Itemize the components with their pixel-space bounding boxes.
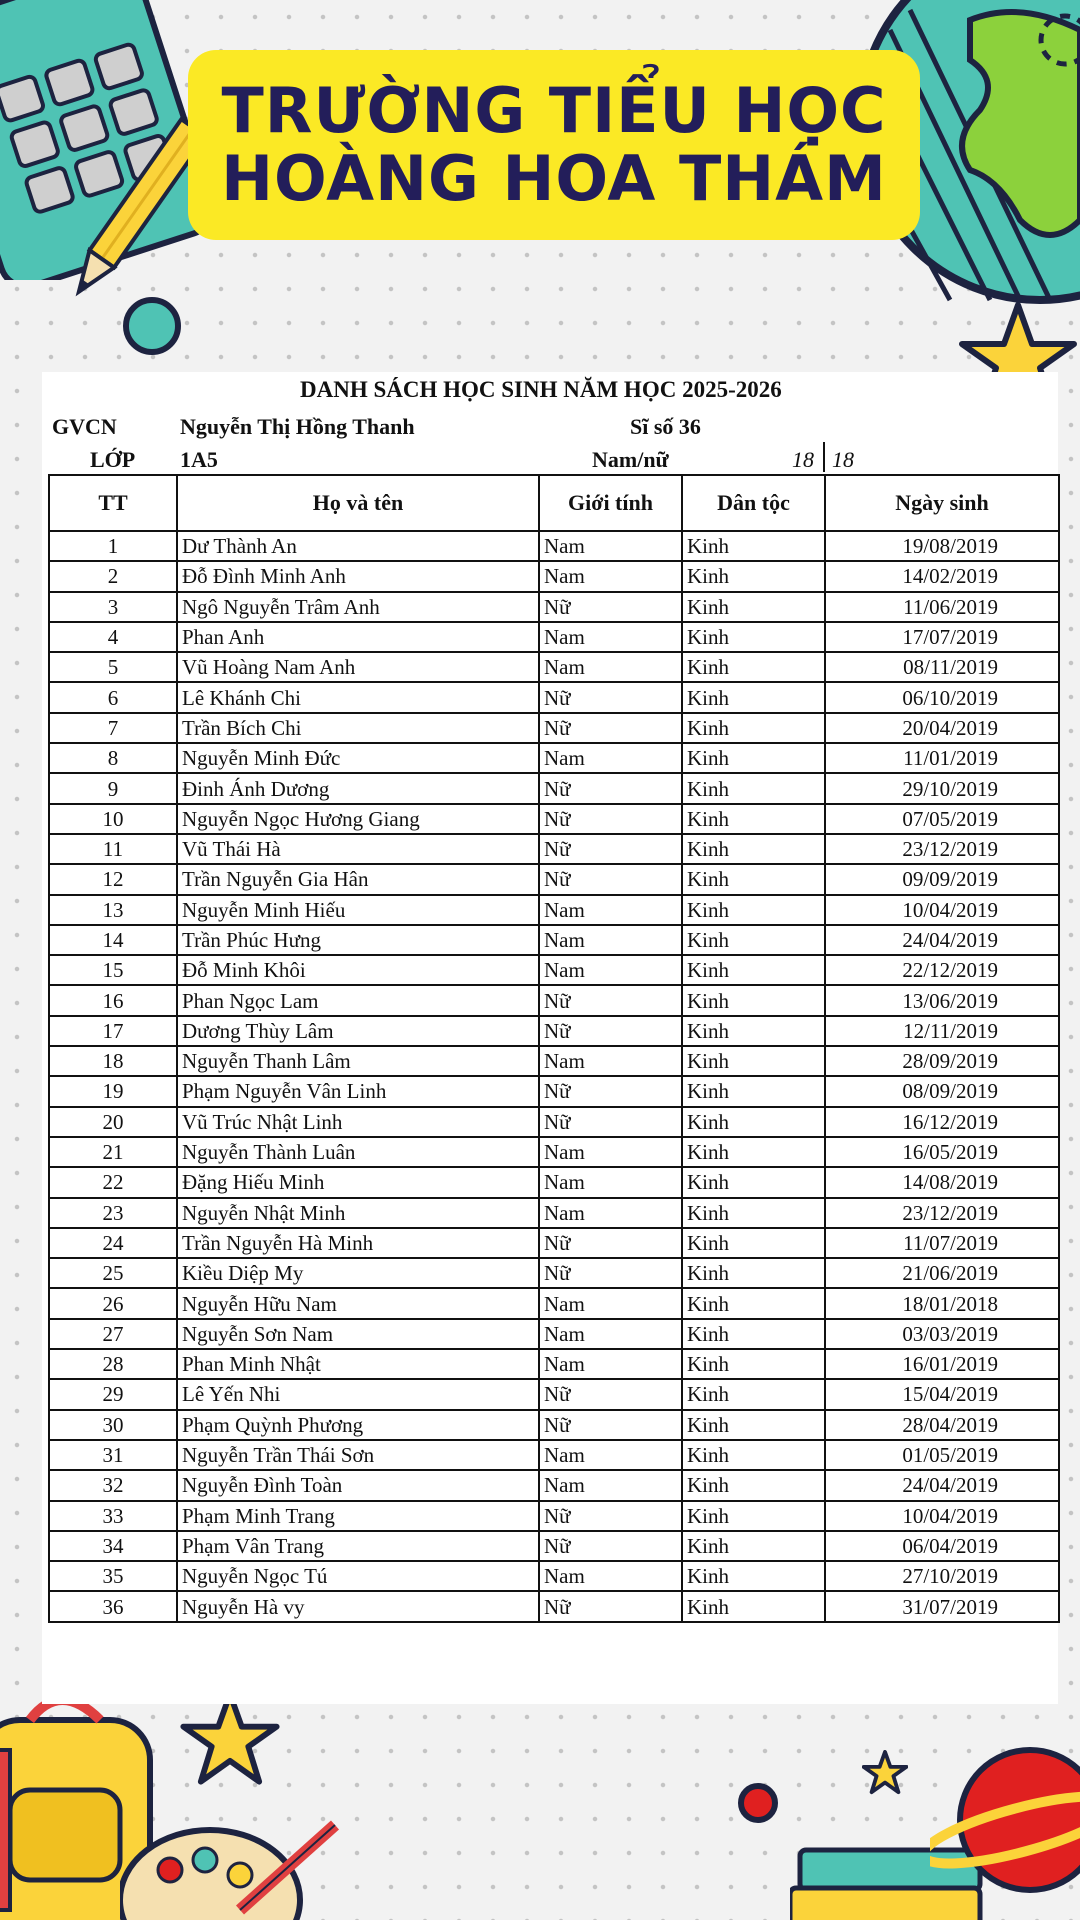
dob-cell: 01/05/2019 [825,1440,1059,1470]
row-number: 25 [49,1258,177,1288]
table-row [49,592,1059,622]
row-number: 33 [49,1501,177,1531]
row-number: 2 [49,561,177,591]
row-number: 12 [49,864,177,894]
class-size: Sĩ số 36 [630,414,701,439]
row-number: 30 [49,1410,177,1440]
table-header-row [49,475,1059,531]
student-name: Trần Bích Chi [177,713,539,743]
ethnicity-cell: Kinh [682,743,825,773]
dob-cell: 15/04/2019 [825,1379,1059,1409]
dob-cell: 06/10/2019 [825,682,1059,712]
gender-cell: Nữ [539,1076,682,1106]
dob-cell: 18/01/2018 [825,1288,1059,1318]
row-number: 11 [49,834,177,864]
gender-cell: Nam [539,1470,682,1500]
student-name: Nguyễn Ngọc Hương Giang [177,804,539,834]
col-header-dob: Ngày sinh [825,475,1059,531]
dob-cell: 24/04/2019 [825,1470,1059,1500]
student-table [48,474,1060,1623]
gender-cell: Nam [539,1288,682,1318]
dob-cell: 06/04/2019 [825,1531,1059,1561]
table-row [49,1349,1059,1379]
ethnicity-cell: Kinh [682,773,825,803]
student-name: Nguyễn Hữu Nam [177,1288,539,1318]
gender-cell: Nữ [539,804,682,834]
paint-palette-icon [120,1790,340,1920]
row-number: 3 [49,592,177,622]
row-number: 24 [49,1228,177,1258]
table-row [49,1319,1059,1349]
ethnicity-cell: Kinh [682,864,825,894]
ethnicity-cell: Kinh [682,1440,825,1470]
row-number: 27 [49,1319,177,1349]
gender-cell: Nữ [539,1258,682,1288]
row-number: 1 [49,531,177,561]
row-number: 4 [49,622,177,652]
gender-cell: Nam [539,652,682,682]
dob-cell: 10/04/2019 [825,1501,1059,1531]
gender-cell: Nam [539,925,682,955]
row-number: 18 [49,1046,177,1076]
ethnicity-cell: Kinh [682,1016,825,1046]
table-row [49,1228,1059,1258]
gender-cell: Nam [539,743,682,773]
student-name: Ngô Nguyễn Trâm Anh [177,592,539,622]
ethnicity-cell: Kinh [682,1107,825,1137]
ethnicity-cell: Kinh [682,834,825,864]
dob-cell: 14/08/2019 [825,1167,1059,1197]
dob-cell: 31/07/2019 [825,1591,1059,1621]
table-row [49,713,1059,743]
row-number: 19 [49,1076,177,1106]
ethnicity-cell: Kinh [682,1046,825,1076]
student-name: Nguyễn Ngọc Tú [177,1561,539,1591]
class-label: LỚP [90,447,136,472]
dob-cell: 16/01/2019 [825,1349,1059,1379]
gender-cell: Nam [539,1167,682,1197]
ethnicity-cell: Kinh [682,1379,825,1409]
row-number: 21 [49,1137,177,1167]
school-name-line1: TRƯỜNG TIỂU HỌC [221,74,887,147]
gender-cell: Nữ [539,985,682,1015]
ethnicity-cell: Kinh [682,1470,825,1500]
dob-cell: 03/03/2019 [825,1319,1059,1349]
gender-cell: Nam [539,622,682,652]
gender-cell: Nam [539,955,682,985]
ethnicity-cell: Kinh [682,1076,825,1106]
student-name: Đinh Ánh Dương [177,773,539,803]
student-name: Phan Anh [177,622,539,652]
ethnicity-cell: Kinh [682,1198,825,1228]
student-name: Nguyễn Thanh Lâm [177,1046,539,1076]
col-header-gender: Giới tính [539,475,682,531]
dob-cell: 29/10/2019 [825,773,1059,803]
table-row [49,1440,1059,1470]
ethnicity-cell: Kinh [682,1258,825,1288]
ethnicity-cell: Kinh [682,592,825,622]
gender-cell: Nữ [539,592,682,622]
table-row [49,682,1059,712]
row-number: 13 [49,895,177,925]
table-row [49,1591,1059,1621]
star-icon [862,1750,908,1796]
gender-cell: Nam [539,1349,682,1379]
ethnicity-cell: Kinh [682,531,825,561]
student-name: Trần Nguyễn Hà Minh [177,1228,539,1258]
student-name: Vũ Trúc Nhật Linh [177,1107,539,1137]
row-number: 20 [49,1107,177,1137]
student-name: Nguyễn Thành Luân [177,1137,539,1167]
count-divider [823,442,825,472]
gender-cell: Nam [539,1046,682,1076]
student-name: Nguyễn Nhật Minh [177,1198,539,1228]
dob-cell: 21/06/2019 [825,1258,1059,1288]
table-row [49,652,1059,682]
student-name: Phạm Nguyễn Vân Linh [177,1076,539,1106]
dob-cell: 19/08/2019 [825,531,1059,561]
star-icon [180,1690,280,1790]
gender-cell: Nữ [539,1228,682,1258]
dob-cell: 11/07/2019 [825,1228,1059,1258]
table-row [49,834,1059,864]
col-header-tt: TT [49,475,177,531]
gender-cell: Nam [539,895,682,925]
school-name-line2: HOÀNG HOA THÁM [221,142,887,215]
row-number: 22 [49,1167,177,1197]
ethnicity-cell: Kinh [682,804,825,834]
ethnicity-cell: Kinh [682,561,825,591]
dob-cell: 07/05/2019 [825,804,1059,834]
gender-ratio-label: Nam/nữ [592,447,669,472]
sheet-title: DANH SÁCH HỌC SINH NĂM HỌC 2025-2026 [300,377,782,402]
ethnicity-cell: Kinh [682,955,825,985]
col-header-name: Họ và tên [177,475,539,531]
dob-cell: 08/09/2019 [825,1076,1059,1106]
ethnicity-cell: Kinh [682,713,825,743]
student-name: Dương Thùy Lâm [177,1016,539,1046]
row-number: 28 [49,1349,177,1379]
dob-cell: 16/05/2019 [825,1137,1059,1167]
ethnicity-cell: Kinh [682,1228,825,1258]
gender-cell: Nữ [539,834,682,864]
student-name: Trần Nguyễn Gia Hân [177,864,539,894]
ethnicity-cell: Kinh [682,1319,825,1349]
gender-cell: Nữ [539,1531,682,1561]
student-name: Dư Thành An [177,531,539,561]
row-number: 7 [49,713,177,743]
gender-cell: Nam [539,531,682,561]
ethnicity-cell: Kinh [682,652,825,682]
gvcn-label: GVCN [52,414,117,439]
row-number: 29 [49,1379,177,1409]
gender-cell: Nam [539,1137,682,1167]
table-row [49,1470,1059,1500]
dob-cell: 08/11/2019 [825,652,1059,682]
table-row [49,1076,1059,1106]
dob-cell: 13/06/2019 [825,985,1059,1015]
gender-cell: Nữ [539,1379,682,1409]
ethnicity-cell: Kinh [682,925,825,955]
gender-cell: Nam [539,561,682,591]
dob-cell: 20/04/2019 [825,713,1059,743]
gender-cell: Nữ [539,1591,682,1621]
student-name: Lê Yến Nhi [177,1379,539,1409]
table-row [49,743,1059,773]
student-name: Nguyễn Sơn Nam [177,1319,539,1349]
table-row [49,1167,1059,1197]
ethnicity-cell: Kinh [682,1591,825,1621]
table-row [49,1016,1059,1046]
ethnicity-cell: Kinh [682,895,825,925]
row-number: 15 [49,955,177,985]
student-name: Nguyễn Minh Hiếu [177,895,539,925]
ethnicity-cell: Kinh [682,1531,825,1561]
gender-cell: Nữ [539,773,682,803]
student-name: Phạm Vân Trang [177,1531,539,1561]
table-row [49,1046,1059,1076]
table-row [49,1198,1059,1228]
row-number: 35 [49,1561,177,1591]
student-name: Nguyễn Minh Đức [177,743,539,773]
ethnicity-cell: Kinh [682,622,825,652]
student-name: Phan Ngọc Lam [177,985,539,1015]
table-row [49,1107,1059,1137]
table-row [49,622,1059,652]
table-row [49,955,1059,985]
dob-cell: 11/01/2019 [825,743,1059,773]
dob-cell: 24/04/2019 [825,925,1059,955]
circle-teal [120,294,184,358]
table-row [49,1561,1059,1591]
row-number: 36 [49,1591,177,1621]
ethnicity-cell: Kinh [682,1167,825,1197]
row-number: 9 [49,773,177,803]
table-row [49,1288,1059,1318]
gender-cell: Nam [539,1440,682,1470]
table-row [49,864,1059,894]
dob-cell: 27/10/2019 [825,1561,1059,1591]
table-row [49,1379,1059,1409]
ethnicity-cell: Kinh [682,682,825,712]
ethnicity-cell: Kinh [682,1137,825,1167]
gender-cell: Nữ [539,1501,682,1531]
gender-cell: Nam [539,1198,682,1228]
row-number: 34 [49,1531,177,1561]
dob-cell: 14/02/2019 [825,561,1059,591]
table-row [49,804,1059,834]
male-count: 18 [792,447,814,472]
row-number: 26 [49,1288,177,1318]
row-number: 16 [49,985,177,1015]
circle-red [735,1780,781,1826]
student-name: Nguyễn Đình Toàn [177,1470,539,1500]
dob-cell: 23/12/2019 [825,834,1059,864]
table-row [49,1410,1059,1440]
gender-cell: Nữ [539,1410,682,1440]
gender-cell: Nữ [539,1016,682,1046]
table-row [49,773,1059,803]
gender-cell: Nam [539,1319,682,1349]
table-row [49,985,1059,1015]
student-name: Phan Minh Nhật [177,1349,539,1379]
student-name: Phạm Quỳnh Phương [177,1410,539,1440]
student-name: Vũ Thái Hà [177,834,539,864]
row-number: 6 [49,682,177,712]
gender-cell: Nam [539,1561,682,1591]
gvcn-name: Nguyễn Thị Hồng Thanh [180,414,415,439]
school-name-banner [188,50,920,240]
student-name: Đặng Hiếu Minh [177,1167,539,1197]
student-name: Đỗ Đình Minh Anh [177,561,539,591]
table-row [49,895,1059,925]
table-row [49,561,1059,591]
student-name: Nguyễn Hà vy [177,1591,539,1621]
table-row [49,1531,1059,1561]
row-number: 31 [49,1440,177,1470]
ethnicity-cell: Kinh [682,1288,825,1318]
student-name: Trần Phúc Hưng [177,925,539,955]
row-number: 14 [49,925,177,955]
dob-cell: 17/07/2019 [825,622,1059,652]
dob-cell: 23/12/2019 [825,1198,1059,1228]
table-row [49,1258,1059,1288]
ethnicity-cell: Kinh [682,985,825,1015]
class-value: 1A5 [180,447,218,472]
gender-cell: Nữ [539,713,682,743]
ethnicity-cell: Kinh [682,1349,825,1379]
dob-cell: 28/04/2019 [825,1410,1059,1440]
student-name: Kiều Diệp My [177,1258,539,1288]
dob-cell: 09/09/2019 [825,864,1059,894]
col-header-ethnicity: Dân tộc [682,475,825,531]
row-number: 8 [49,743,177,773]
table-row [49,925,1059,955]
gender-cell: Nữ [539,1107,682,1137]
dob-cell: 12/11/2019 [825,1016,1059,1046]
student-name: Vũ Hoàng Nam Anh [177,652,539,682]
student-name: Đỗ Minh Khôi [177,955,539,985]
student-name: Lê Khánh Chi [177,682,539,712]
ethnicity-cell: Kinh [682,1561,825,1591]
planet-icon [930,1720,1080,1920]
student-name: Phạm Minh Trang [177,1501,539,1531]
table-row [49,1501,1059,1531]
female-count: 18 [832,447,854,472]
row-number: 32 [49,1470,177,1500]
dob-cell: 11/06/2019 [825,592,1059,622]
dob-cell: 22/12/2019 [825,955,1059,985]
ethnicity-cell: Kinh [682,1501,825,1531]
table-row [49,1137,1059,1167]
row-number: 23 [49,1198,177,1228]
gender-cell: Nữ [539,864,682,894]
gender-cell: Nữ [539,682,682,712]
row-number: 10 [49,804,177,834]
dob-cell: 28/09/2019 [825,1046,1059,1076]
row-number: 5 [49,652,177,682]
table-row [49,531,1059,561]
dob-cell: 16/12/2019 [825,1107,1059,1137]
ethnicity-cell: Kinh [682,1410,825,1440]
row-number: 17 [49,1016,177,1046]
dob-cell: 10/04/2019 [825,895,1059,925]
student-name: Nguyễn Trần Thái Sơn [177,1440,539,1470]
